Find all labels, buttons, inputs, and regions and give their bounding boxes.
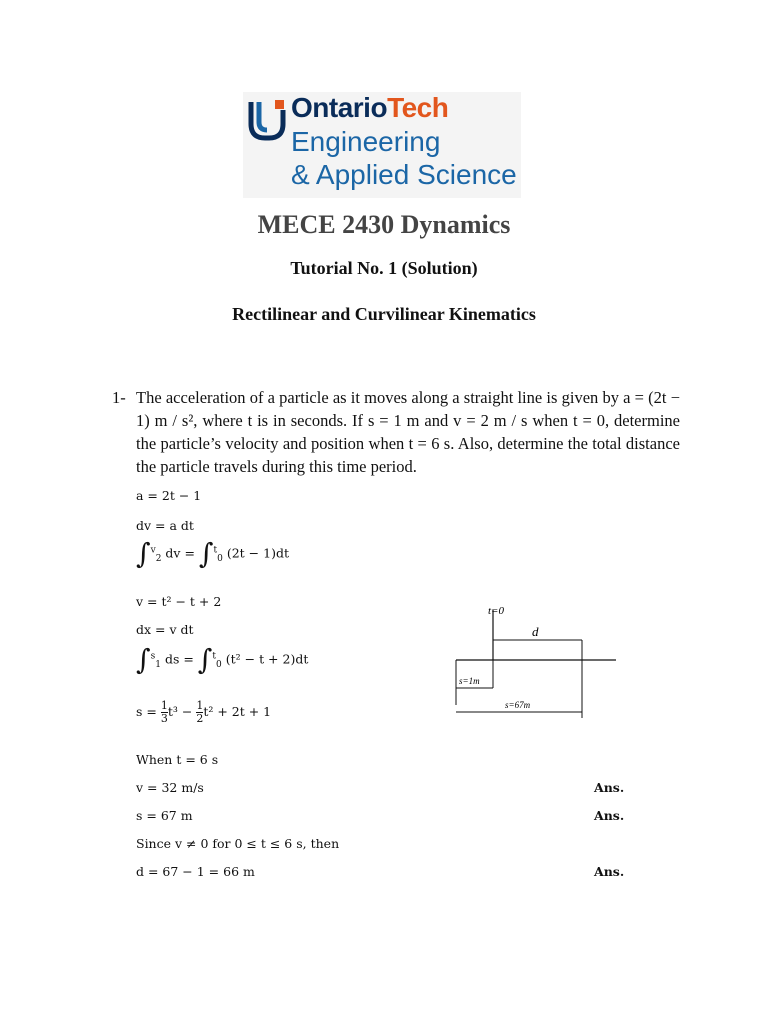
d-label: d bbox=[532, 624, 539, 639]
solution-eq6 bbox=[136, 643, 309, 676]
lower-limit: 0 bbox=[216, 660, 222, 670]
eq7-mid: t³ − bbox=[167, 704, 193, 719]
solution-eq3 bbox=[136, 537, 289, 570]
integrand-rhs: (2t − 1)dt bbox=[226, 545, 289, 561]
upper-limit: t bbox=[213, 545, 218, 556]
logo-mark-icon bbox=[247, 96, 287, 144]
integral-sign: ∫ bbox=[198, 537, 214, 570]
upper-limit: v bbox=[150, 545, 156, 556]
solution-when: When t = 6 s bbox=[136, 752, 219, 767]
integral-sign: ∫ bbox=[197, 643, 213, 676]
logo-line-applied-science: & Applied Science bbox=[291, 159, 517, 190]
eq7-suffix: t² + 2t + 1 bbox=[203, 704, 272, 719]
problem-statement: The acceleration of a particle as it moves along a straight line is given by a = (2t − 1) m / s², where t is in seconds. If s = 1 m and v = 2 m / s when t = 0, determine the particle’s velocity and position when t = 6 s. Also, determine the total distance the particle travels during this time period. bbox=[136, 388, 680, 476]
tutorial-title: Tutorial No. 1 (Solution) bbox=[290, 258, 478, 278]
t0-label: t=0 bbox=[488, 605, 504, 617]
problem-number: 1- bbox=[112, 388, 126, 407]
solution-eq4: v = t² − t + 2 bbox=[136, 594, 222, 609]
answer-label-s: Ans. bbox=[594, 808, 625, 823]
integrand: dv = bbox=[165, 545, 195, 561]
logo-line-engineering: Engineering bbox=[291, 126, 441, 157]
s67-label: s=67m bbox=[505, 700, 531, 710]
upper-limit: s bbox=[150, 651, 156, 662]
lower-limit: 2 bbox=[155, 554, 162, 564]
eq7-prefix: s = bbox=[136, 704, 157, 719]
s1-label: s=1m bbox=[459, 676, 480, 686]
numerator: 1 bbox=[196, 699, 204, 712]
topic-heading: Rectilinear and Curvilinear Kinematics bbox=[232, 304, 536, 324]
solution-eq2: dv = a dt bbox=[136, 518, 194, 533]
answer-label-d: Ans. bbox=[594, 864, 625, 879]
course-title: MECE 2430 Dynamics bbox=[257, 210, 511, 239]
integrand: ds = bbox=[164, 651, 194, 667]
position-diagram bbox=[450, 600, 630, 720]
logo-brand: OntarioTech bbox=[291, 92, 449, 123]
solution-eq5: dx = v dt bbox=[136, 622, 194, 637]
upper-limit: t bbox=[212, 651, 217, 662]
ontariotech-logo bbox=[243, 92, 521, 198]
solution-eq1: a = 2t − 1 bbox=[136, 488, 202, 503]
lower-limit: 0 bbox=[217, 554, 223, 564]
answer-label-v: Ans. bbox=[594, 780, 625, 795]
solution-eq7 bbox=[136, 700, 271, 725]
lower-limit: 1 bbox=[155, 660, 161, 670]
solution-v-result: v = 32 m/s bbox=[136, 780, 204, 795]
solution-d-result: d = 67 − 1 = 66 m bbox=[136, 864, 255, 879]
numerator: 1 bbox=[160, 699, 168, 712]
integral-sign: ∫ bbox=[136, 643, 151, 676]
integrand-rhs: (t² − t + 2)dt bbox=[225, 651, 309, 667]
denominator: 3 bbox=[160, 712, 168, 725]
denominator: 2 bbox=[196, 712, 204, 725]
integral-sign: ∫ bbox=[136, 537, 151, 570]
solution-since: Since v ≠ 0 for 0 ≤ t ≤ 6 s, then bbox=[136, 836, 340, 851]
solution-s-result: s = 67 m bbox=[136, 808, 193, 823]
fraction-one-third bbox=[161, 700, 168, 725]
